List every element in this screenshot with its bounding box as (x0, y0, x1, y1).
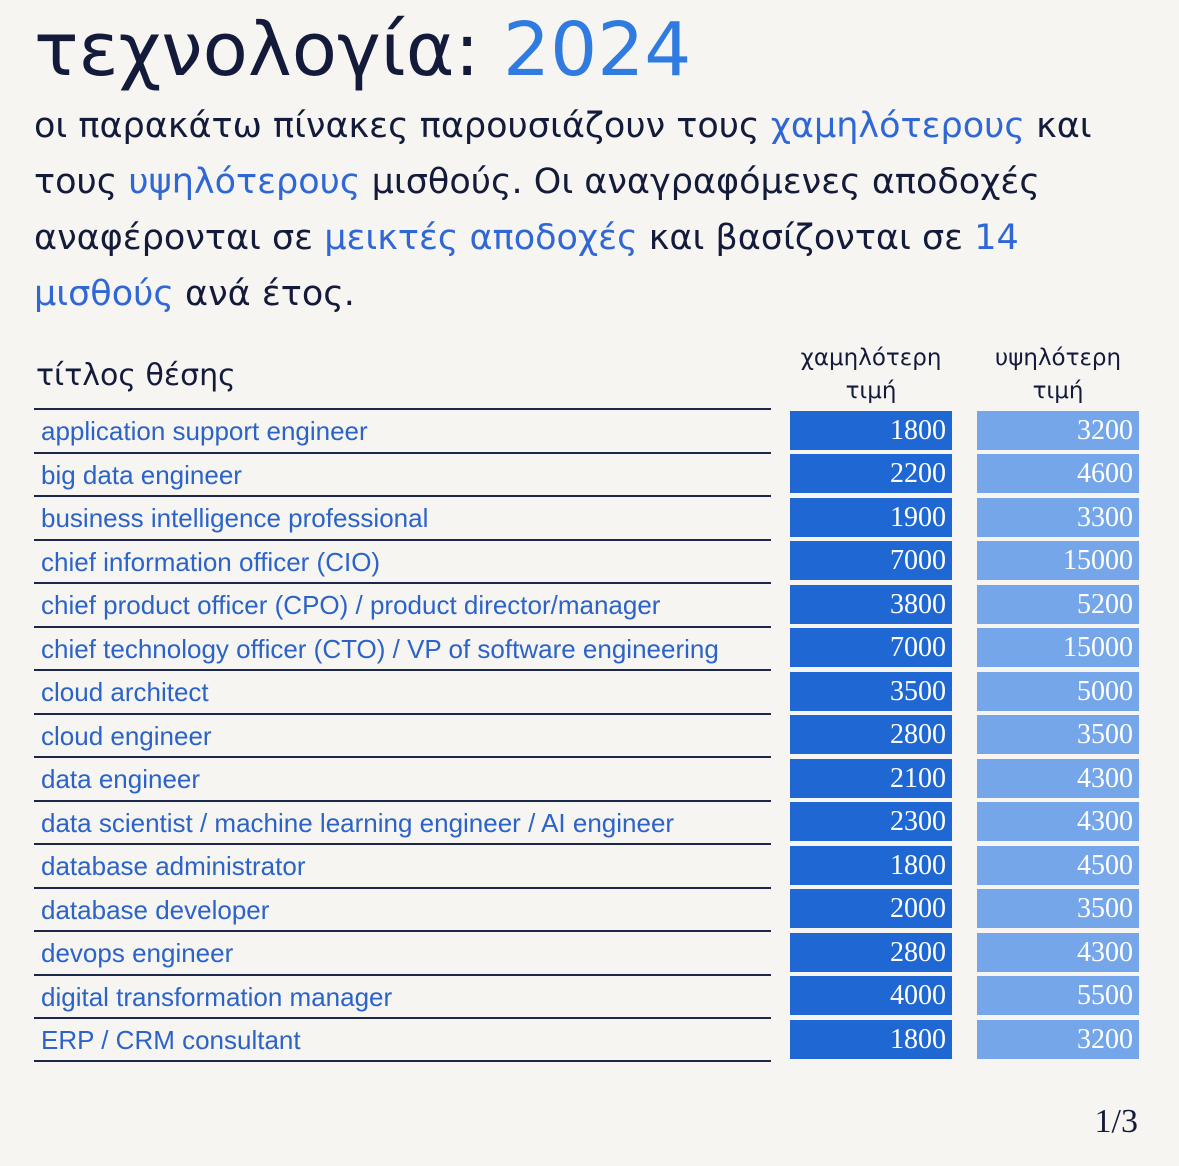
table-row (34, 930, 1140, 974)
intro-highlight-gross: μεικτές αποδοχές (324, 218, 638, 258)
job-title: chief technology officer (CTO) / VP of software engineering (34, 626, 771, 669)
lowest-salary: 3500 (790, 672, 952, 711)
table-row (34, 582, 1140, 626)
lowest-salary: 3800 (790, 585, 952, 624)
lowest-salary: 7000 (790, 628, 952, 667)
intro-highlight-highest: υψηλότερους (128, 162, 361, 202)
highest-salary: 3200 (977, 411, 1139, 450)
highest-salary: 4300 (977, 759, 1139, 798)
highest-salary: 15000 (977, 628, 1139, 667)
table-row (34, 974, 1140, 1018)
job-title: business intelligence professional (34, 495, 771, 538)
table-row (34, 669, 1140, 713)
highest-salary: 4500 (977, 846, 1139, 885)
job-title: cloud architect (34, 669, 771, 712)
table-row (34, 713, 1140, 757)
intro-text-4: και βασίζονται σε (637, 218, 975, 258)
salary-table (34, 408, 1140, 1061)
table-row (34, 408, 1140, 452)
highest-salary: 4600 (977, 454, 1139, 493)
title-year: 2024 (503, 7, 692, 93)
job-title: application support engineer (34, 408, 771, 451)
column-header-lowest: χαμηλότερη τιμή (800, 345, 942, 404)
job-title: data scientist / machine learning engineer / AI engineer (34, 800, 771, 843)
highest-salary: 15000 (977, 541, 1139, 580)
table-row (34, 1017, 1140, 1061)
column-header-title: τίτλος θέσης (36, 358, 236, 393)
lowest-salary: 2800 (790, 715, 952, 754)
lowest-salary: 2100 (790, 759, 952, 798)
lowest-salary: 7000 (790, 541, 952, 580)
job-title: ERP / CRM consultant (34, 1017, 771, 1062)
lowest-salary: 4000 (790, 976, 952, 1015)
job-title: chief product officer (CPO) / product director/manager (34, 582, 771, 625)
job-title: cloud engineer (34, 713, 771, 756)
highest-salary: 5200 (977, 585, 1139, 624)
highest-salary: 3500 (977, 889, 1139, 928)
lowest-salary: 1800 (790, 1020, 952, 1059)
lowest-salary: 1800 (790, 846, 952, 885)
intro-text-5: ανά έτος. (173, 274, 355, 314)
intro-highlight-lowest: χαμηλότερους (770, 106, 1025, 146)
column-header-highest: υψηλότερη τιμή (994, 345, 1122, 404)
job-title: big data engineer (34, 452, 771, 495)
title-text: τεχνολογία: (34, 7, 504, 93)
intro-highlight-14-salaries: 14 μισθούς (34, 218, 1019, 314)
highest-salary: 3300 (977, 498, 1139, 537)
highest-salary: 5500 (977, 976, 1139, 1015)
table-row (34, 800, 1140, 844)
table-row (34, 495, 1140, 539)
page-number: 1/3 (1094, 1103, 1138, 1140)
intro-text-3: μισθούς. Οι αναγραφόμενες αποδοχές αναφέρονται σε (34, 162, 1040, 258)
intro-paragraph (34, 98, 1154, 322)
table-row (34, 887, 1140, 931)
table-row (34, 452, 1140, 496)
highest-salary: 5000 (977, 672, 1139, 711)
lowest-salary: 2300 (790, 802, 952, 841)
job-title: digital transformation manager (34, 974, 771, 1017)
table-row (34, 843, 1140, 887)
job-title: database administrator (34, 843, 771, 886)
intro-text-1: οι παρακάτω πίνακες παρουσιάζουν τους (34, 106, 771, 146)
table-row (34, 539, 1140, 583)
lowest-salary: 2800 (790, 933, 952, 972)
lowest-salary: 1900 (790, 498, 952, 537)
intro-text-2: και τους (34, 106, 1092, 202)
table-row (34, 756, 1140, 800)
job-title: chief information officer (CIO) (34, 539, 771, 582)
job-title: devops engineer (34, 930, 771, 973)
lowest-salary: 2200 (790, 454, 952, 493)
highest-salary: 3200 (977, 1020, 1139, 1059)
highest-salary: 4300 (977, 802, 1139, 841)
lowest-salary: 1800 (790, 411, 952, 450)
job-title: database developer (34, 887, 771, 930)
highest-salary: 4300 (977, 933, 1139, 972)
job-title: data engineer (34, 756, 771, 799)
highest-salary: 3500 (977, 715, 1139, 754)
table-row (34, 626, 1140, 670)
lowest-salary: 2000 (790, 889, 952, 928)
page-title (34, 2, 691, 98)
